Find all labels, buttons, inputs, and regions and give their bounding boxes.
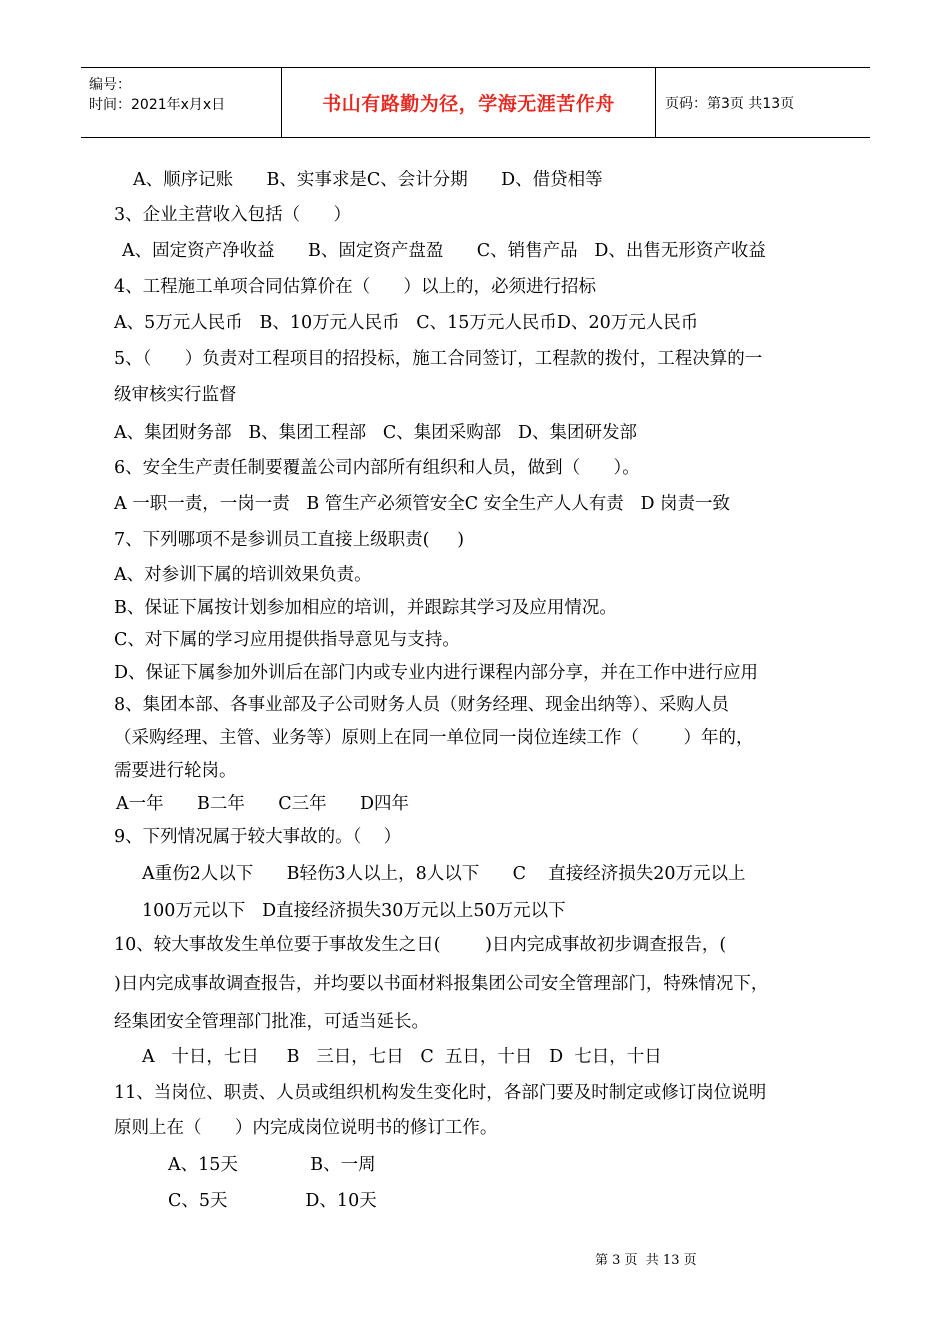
text-line: 9、下列情况属于较大事故的。（ ） — [114, 827, 402, 847]
text-line: A、对参训下属的培训效果负责。 — [114, 565, 372, 585]
header-meta-cell — [81, 68, 281, 137]
time-label: 时间：2021年x月x日 — [89, 97, 226, 113]
text-line: A一年 B二年 C三年 D四年 — [116, 794, 410, 814]
text-line: A 一职一责，一岗一责 B 管生产必须管安全C 安全生产人人有责 D 岗责一致 — [114, 494, 731, 514]
text-line: 8、集团本部、各事业部及子公司财务人员（财务经理、现金出纳等）、采购人员 — [114, 695, 729, 715]
page-header — [81, 67, 870, 138]
text-line: C、对下属的学习应用提供指导意见与支持。 — [114, 630, 460, 650]
text-line: C、5天 D、10天 — [168, 1191, 377, 1211]
text-line: A、集团财务部 B、集团工程部 C、集团采购部 D、集团研发部 — [114, 423, 637, 443]
page-footer: 第 3 页 共 13 页 — [595, 1253, 697, 1268]
text-line: )日内完成事故调查报告，并均要以书面材料报集团公司安全管理部门，特殊情况下， — [114, 974, 769, 994]
text-line: A、15天 B、一周 — [168, 1155, 376, 1175]
text-line: 级审核实行监督 — [114, 385, 237, 405]
text-line: D、保证下属参加外训后在部门内或专业内进行课程内部分享，并在工作中进行应用 — [114, 663, 759, 683]
serial-label: 编号： — [89, 77, 131, 93]
header-motto-cell — [281, 68, 656, 137]
motto-text: 书山有路勤为径，学海无涯苦作舟 — [322, 93, 615, 115]
text-line: 需要进行轮岗。 — [114, 761, 237, 781]
header-page-cell — [655, 68, 880, 137]
page-info: 页码：第3页 共13页 — [665, 95, 795, 112]
text-line: A 十日，七日 B 三日，七日 C 五日，十日 D 七日，十日 — [142, 1047, 662, 1067]
text-line: （采购经理、主管、业务等）原则上在同一单位同一岗位连续工作（ ）年的， — [114, 728, 754, 748]
text-line: A、固定资产净收益 B、固定资产盘盈 C、销售产品 D、出售无形资产收益 — [122, 241, 766, 261]
text-line: 10、较大事故发生单位要于事故发生之日( )日内完成事故初步调查报告，( — [114, 935, 727, 955]
text-line: 11、当岗位、职责、人员或组织机构发生变化时，各部门要及时制定或修订岗位说明 — [114, 1083, 767, 1103]
text-line: 5、（ ）负责对工程项目的招投标，施工合同签订，工程款的拨付，工程决算的一 — [114, 349, 763, 369]
text-line: 7、下列哪项不是参训员工直接上级职责( ) — [114, 530, 465, 550]
text-line: B、保证下属按计划参加相应的培训，并跟踪其学习及应用情况。 — [114, 598, 617, 618]
text-line: A、顺序记账 B、实事求是C、会计分期 D、借贷相等 — [133, 170, 603, 190]
text-line: A、5万元人民币 B、10万元人民币 C、15万元人民币D、20万元人民币 — [114, 313, 699, 333]
text-line: 原则上在（ ）内完成岗位说明书的修订工作。 — [114, 1118, 498, 1138]
text-line: A重伤2人以下 B轻伤3人以上，8人以下 C 直接经济损失20万元以上 — [142, 864, 746, 884]
text-line: 100万元以下 D直接经济损失30万元以上50万元以下 — [142, 901, 566, 921]
text-line: 6、安全生产责任制要覆盖公司内部所有组织和人员，做到（ ）。 — [114, 458, 640, 478]
text-line: 4、工程施工单项合同估算价在（ ）以上的，必须进行招标 — [114, 277, 597, 297]
text-line: 经集团安全管理部门批准，可适当延长。 — [114, 1012, 429, 1032]
text-line: 3、企业主营收入包括（ ） — [114, 205, 352, 225]
